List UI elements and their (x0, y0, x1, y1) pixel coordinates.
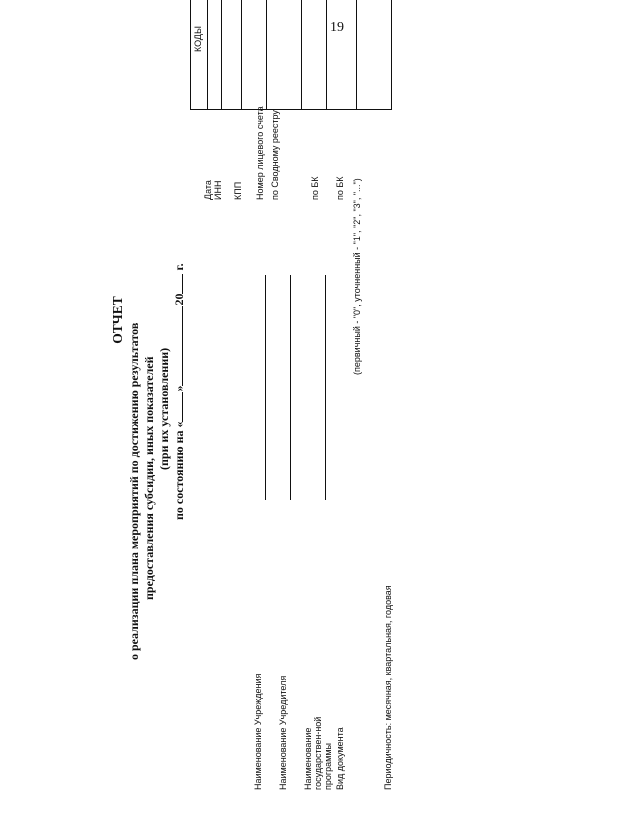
code-row-label-registry: по Сводному реестру (270, 110, 280, 200)
code-row-label-account: Номер лицевого счета (255, 106, 265, 200)
month-blank[interactable] (182, 306, 183, 386)
founder-field[interactable] (290, 275, 291, 500)
day-blank[interactable] (182, 392, 183, 422)
as-of-suffix: г. (172, 263, 186, 271)
page-number: 19 (330, 20, 344, 35)
field-label-founder: Наименование Учредителя (278, 675, 288, 790)
code-row-label-inn: ИНН (213, 180, 223, 200)
periodicity-label: Периодичность: месячная, квартальная, годовая (383, 585, 393, 790)
code-row-label-kpp: КПП (233, 181, 243, 200)
as-of-date-line (172, 263, 187, 520)
subtitle-line-3: (при их установлении) (157, 347, 171, 470)
codes-table (190, 0, 392, 110)
code-cell-bk-2[interactable] (356, 0, 357, 109)
code-row-label-bk-1: по БК (310, 176, 320, 200)
report-title: ОТЧЕТ (110, 296, 125, 344)
as-of-day-sep: » (172, 385, 186, 392)
program-field[interactable] (325, 275, 326, 500)
code-cell-bk-1[interactable] (326, 0, 327, 109)
institution-field[interactable] (265, 275, 266, 500)
code-row-label-date: Дата (203, 180, 213, 200)
code-row-label-bk-2: по БК (335, 176, 345, 200)
subtitle-line-2: предоставления субсидии, иных показателей (142, 356, 156, 600)
code-cell-account[interactable] (266, 0, 267, 109)
field-label-institution: Наименование Учреждения (253, 673, 263, 790)
codes-header: КОДЫ (189, 0, 208, 109)
code-cell-inn[interactable] (221, 0, 222, 109)
as-of-prefix: по состоянию на « (172, 421, 186, 520)
rotated-form (95, 0, 595, 800)
code-cell-registry[interactable] (301, 0, 302, 109)
year-blank[interactable] (182, 274, 183, 294)
doc-type-hint: (первичный - "0", уточненный - "1", "2", "3", "...") (352, 178, 362, 375)
field-label-program: Наименование государствен-ной программы (303, 716, 333, 790)
field-label-doc-type: Вид документа (335, 727, 345, 790)
code-cell-kpp[interactable] (241, 0, 242, 109)
subtitle-line-1: о реализации плана мероприятий по достижению результатов (127, 322, 141, 660)
as-of-year-prefix: 20 (172, 293, 186, 306)
